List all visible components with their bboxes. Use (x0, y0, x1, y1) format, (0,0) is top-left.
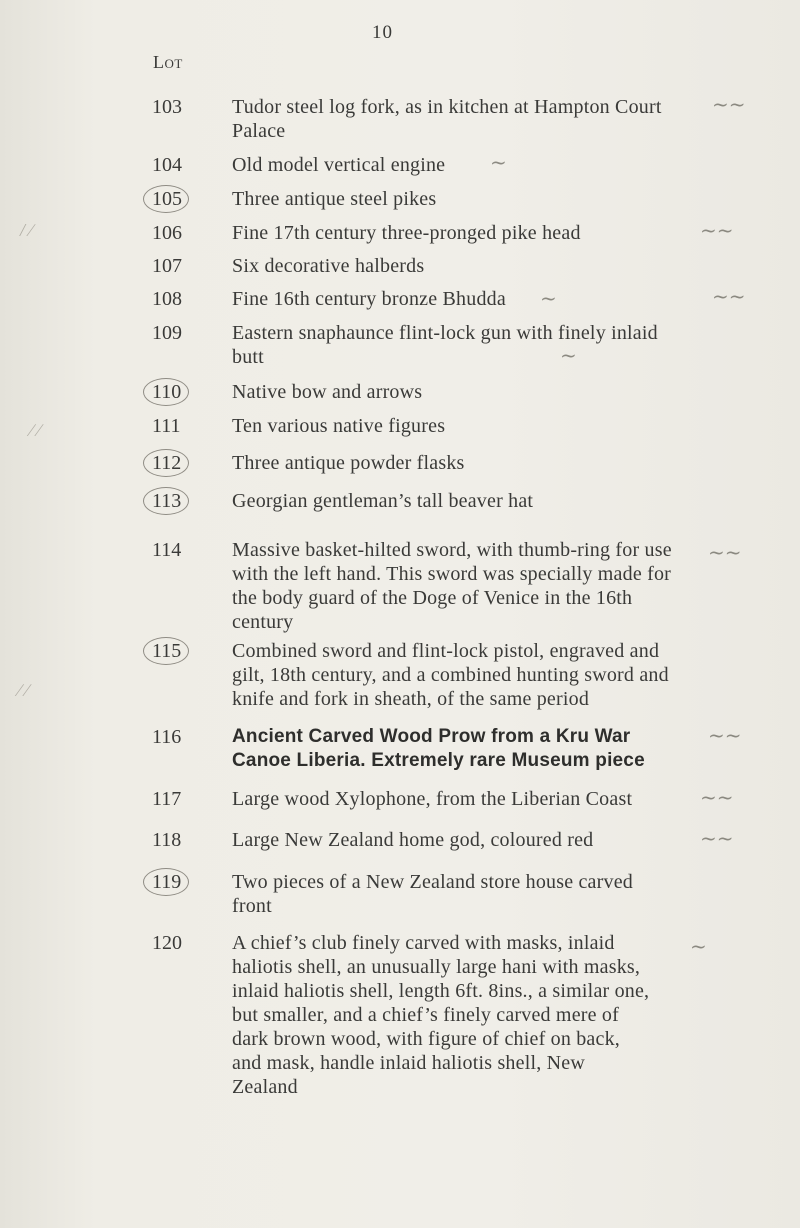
lot-description: Georgian gentleman’s tall beaver hat (232, 490, 534, 512)
lot-number: 103 (152, 96, 182, 118)
handwritten-annotation: ~ (490, 150, 507, 174)
handwritten-annotation: ~~ (700, 826, 734, 850)
lot-description: Tudor steel log fork, as in kitchen at Hampton Court Palace (232, 96, 662, 142)
lot-number: 108 (152, 288, 182, 310)
left-margin-marks: ∕ ∕ (30, 420, 41, 440)
lot-description: Three antique steel pikes (232, 188, 437, 210)
lot-description: A chief’s club finely carved with masks, inlaid haliotis shell, an unusually large hani with masks, inlaid haliotis shell, length 6ft. 8ins., a similar one, but smaller, and a chief’s finely carved mere of dark brown wood, with figure of chief on back, and mask, handle inlaid haliotis shell, New Zealand (232, 932, 650, 1098)
lot-description: Massive basket-hilted sword, with thumb-ring for use with the left hand. This sword was specially made for the body guard of the Doge of Venice in the 16th century (232, 539, 672, 633)
lot-description: Large New Zealand home god, coloured red (232, 829, 594, 851)
lot-description: Combined sword and flint-lock pistol, engraved and gilt, 18th century, and a combined hunting sword and knife and fork in sheath, of the same period (232, 640, 669, 710)
lot-description: Large wood Xylophone, from the Liberian Coast (232, 788, 633, 810)
lot-description: Eastern snaphaunce flint-lock gun with finely inlaid butt (232, 322, 658, 368)
lot-number: 118 (152, 829, 182, 851)
handwritten-annotation: ~~ (712, 92, 746, 116)
handwritten-annotation: ~~ (708, 723, 742, 747)
lot-number: 112 (152, 452, 182, 474)
page-number: 10 (372, 22, 393, 43)
lot-number: 119 (152, 871, 182, 893)
lot-number: 111 (152, 415, 181, 437)
handwritten-annotation: ~~ (700, 218, 734, 242)
lot-number: 106 (152, 222, 182, 244)
lot-number: 115 (152, 640, 182, 662)
lot-description: Ten various native figures (232, 415, 446, 437)
handwritten-annotation: ~~ (708, 540, 742, 564)
lot-number: 110 (152, 381, 182, 403)
lot-number: 117 (152, 788, 182, 810)
handwritten-annotation: ~~ (700, 785, 734, 809)
lot-description: Three antique powder flasks (232, 452, 465, 474)
lot-description: Ancient Carved Wood Prow from a Kru War Canoe Liberia. Extremely rare Museum piece (232, 726, 645, 771)
lot-number: 107 (152, 255, 182, 277)
lot-number: 104 (152, 154, 182, 176)
lot-description: Two pieces of a New Zealand store house carved front (232, 871, 633, 917)
lot-number: 120 (152, 932, 182, 954)
lot-description: Old model vertical engine (232, 154, 446, 176)
lot-number: 113 (152, 490, 182, 512)
lot-number: 114 (152, 539, 182, 561)
lot-description: Fine 16th century bronze Bhudda (232, 288, 506, 310)
handwritten-annotation: ~~ (712, 284, 746, 308)
handwritten-annotation: ~ (690, 934, 707, 958)
left-margin-marks: / ∕ (20, 220, 33, 240)
lot-column-header: Lot (153, 52, 183, 72)
handwritten-annotation: ~ (560, 343, 577, 367)
lot-description: Native bow and arrows (232, 381, 423, 403)
lot-number: 109 (152, 322, 182, 344)
lot-number: 105 (152, 188, 182, 210)
lot-description: Six decorative halberds (232, 255, 425, 277)
left-margin-marks: ∕ ∕ (18, 680, 29, 700)
lot-number: 116 (152, 726, 182, 748)
lot-description: Fine 17th century three-pronged pike head (232, 222, 581, 244)
handwritten-annotation: ~ (540, 286, 557, 310)
